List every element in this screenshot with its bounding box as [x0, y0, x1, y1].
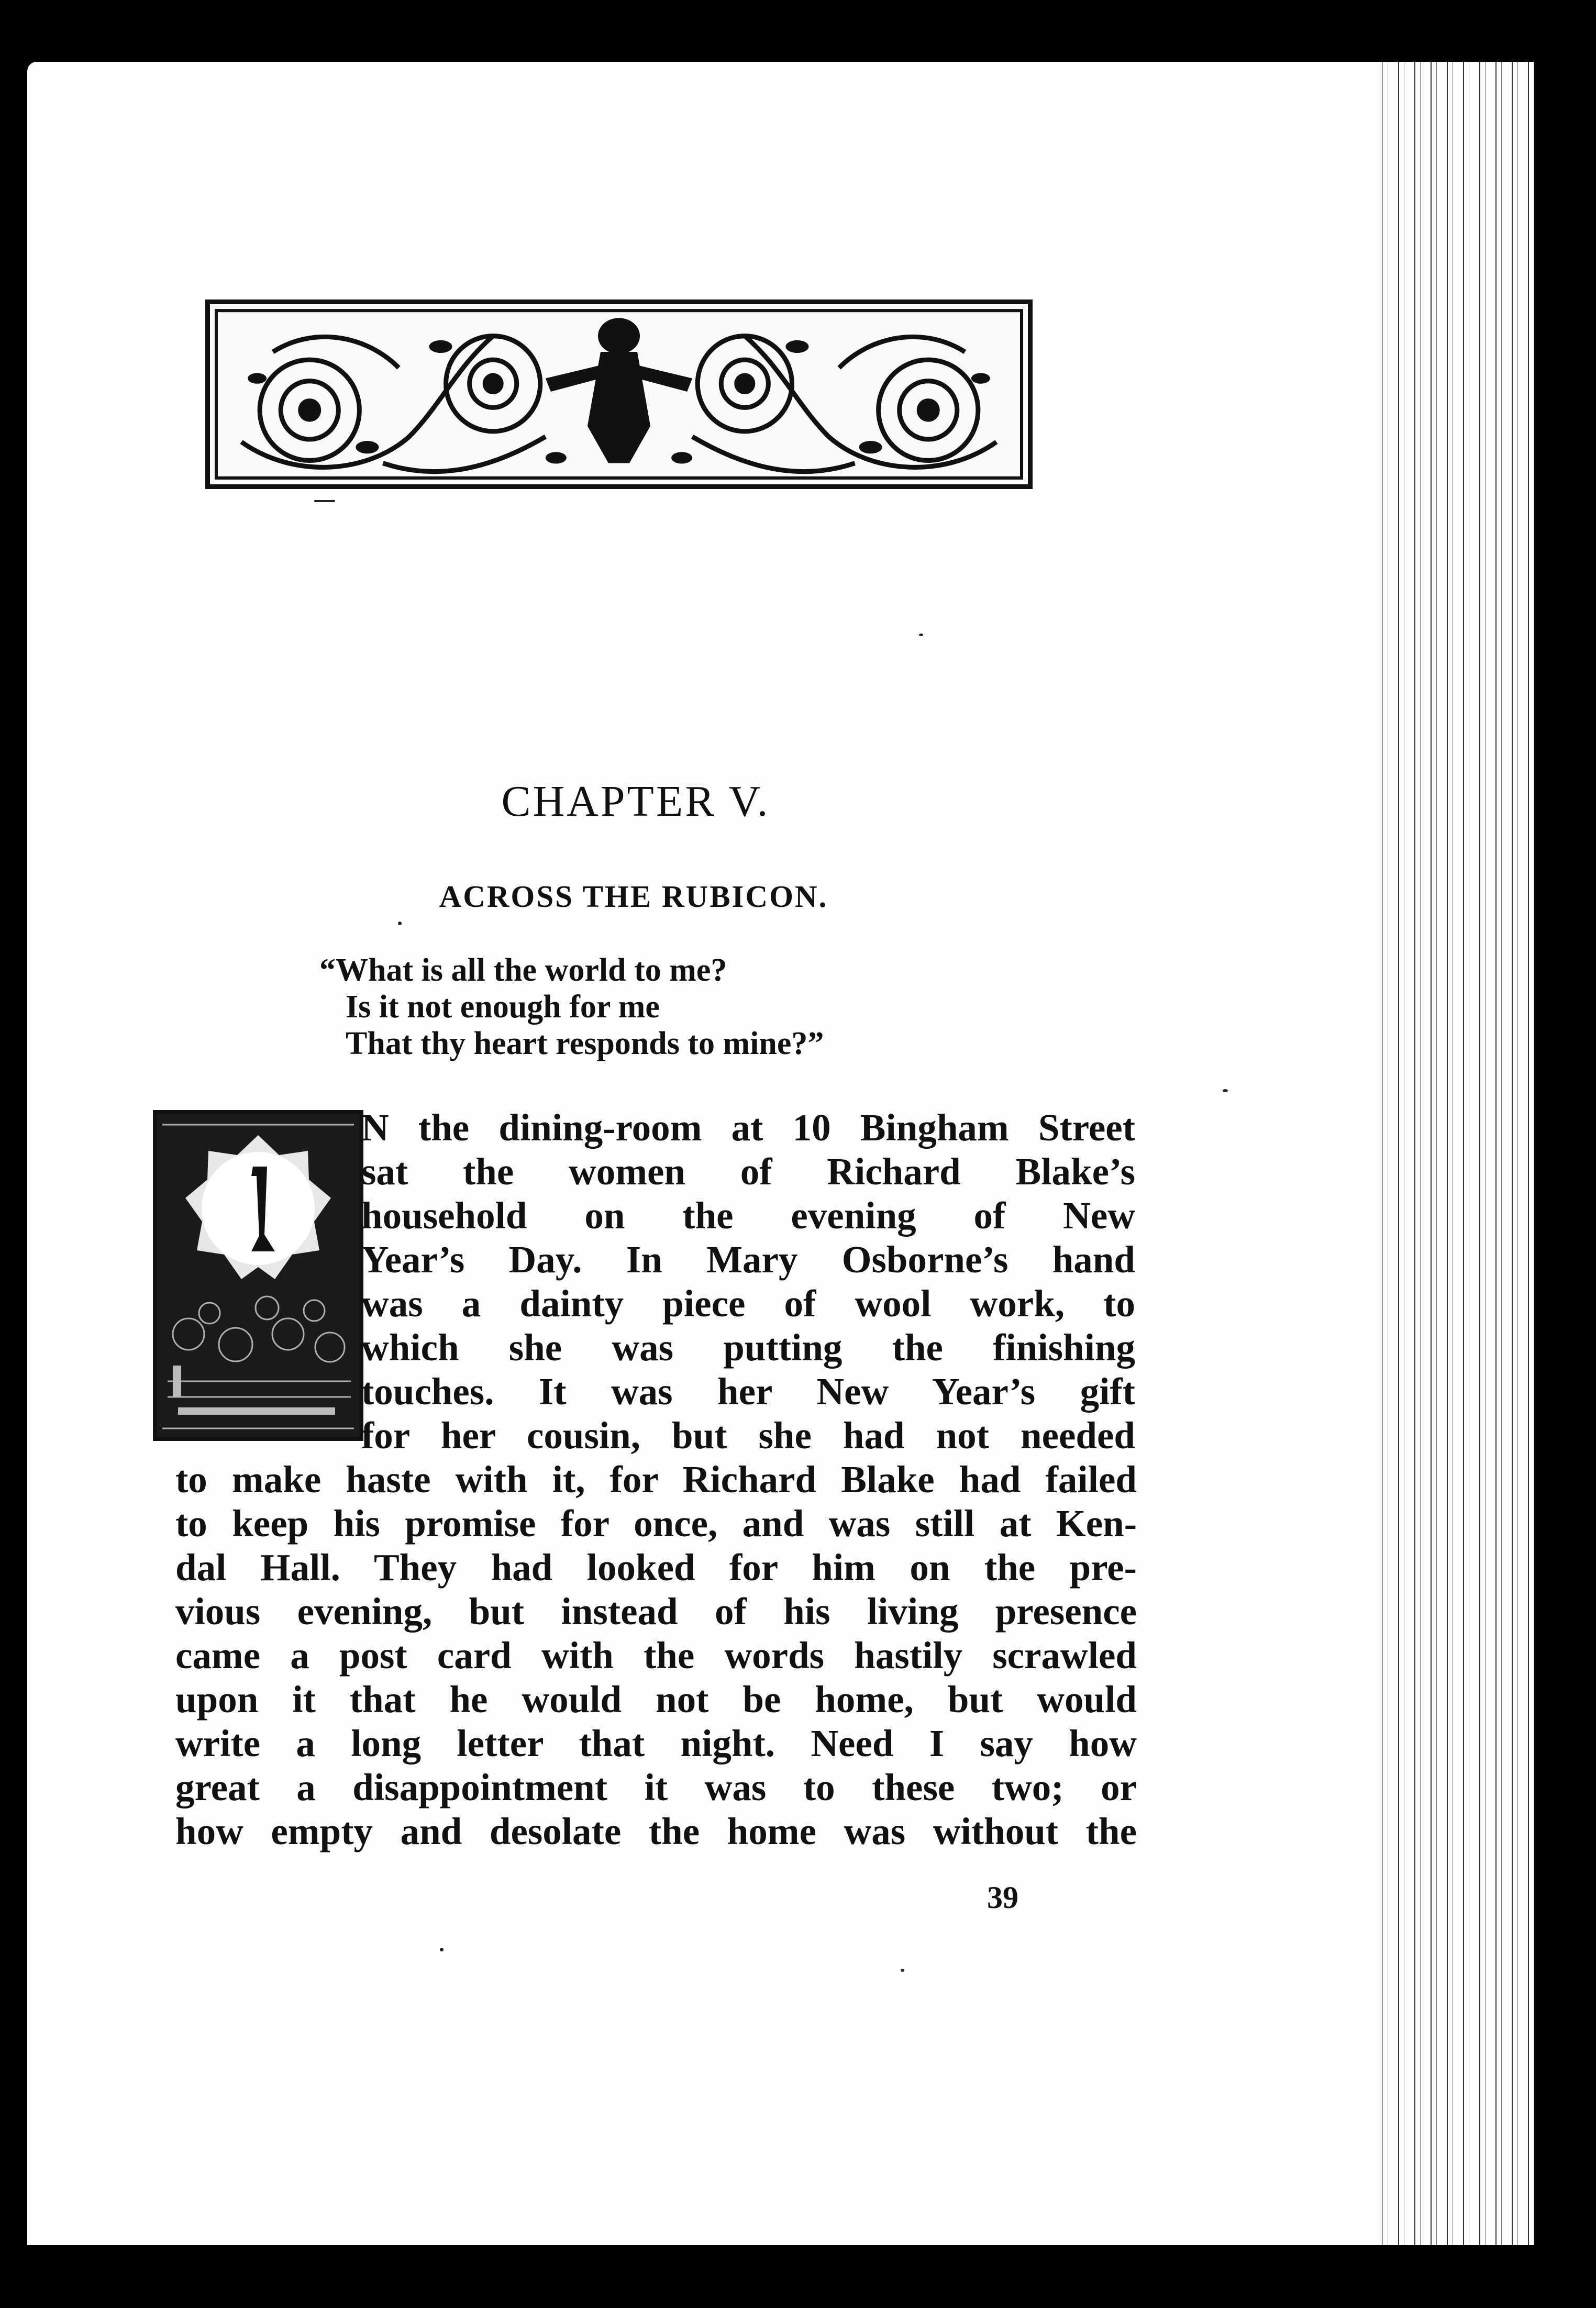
- epigraph: [319, 952, 1157, 1062]
- page-edge-shadow: [1367, 62, 1398, 2245]
- body-line: for her cousin, but she had not needed: [361, 1414, 1135, 1457]
- body-line: sat the women of Richard Blake’s: [361, 1150, 1135, 1193]
- body-line: was a dainty piece of wool work, to: [361, 1282, 1135, 1325]
- chapter-title: CHAPTER V.: [501, 777, 770, 826]
- page-fore-edge: [1377, 62, 1534, 2245]
- page-number: 39: [987, 1880, 1018, 1915]
- body-line: dal Hall. They had looked for him on the pre-: [175, 1546, 1137, 1589]
- ink-speck: [398, 922, 402, 925]
- body-line: to make haste with it, for Richard Blake had failed: [175, 1458, 1137, 1501]
- body-line: household on the evening of New: [361, 1194, 1135, 1237]
- ink-speck: [314, 500, 335, 502]
- body-line: write a long letter that night. Need I say how: [175, 1722, 1137, 1765]
- epigraph-line: That thy heart responds to mine?”: [346, 1026, 824, 1061]
- ink-speck: [901, 1969, 904, 1972]
- epigraph-line: Is it not enough for me: [346, 989, 660, 1025]
- body-line: which she was putting the finishing: [361, 1326, 1135, 1369]
- body-line: N the dining-room at 10 Bingham Street: [361, 1106, 1135, 1149]
- body-line: how empty and desolate the home was without the: [175, 1810, 1137, 1852]
- ink-speck: [440, 1948, 444, 1951]
- body-line: vious evening, but instead of his living presence: [175, 1590, 1137, 1633]
- body-line: to keep his promise for once, and was still at Ken-: [175, 1502, 1137, 1545]
- body-line: touches. It was her New Year’s gift: [361, 1370, 1135, 1413]
- body-text: [175, 1106, 1137, 1854]
- foliate-scroll-headpiece-icon: [205, 299, 1033, 489]
- epigraph-line: “What is all the world to me?: [319, 952, 727, 988]
- decorated-initial-I-icon: [153, 1110, 363, 1441]
- body-line: Year’s Day. In Mary Osborne’s hand: [361, 1238, 1135, 1281]
- body-line: great a disappointment it was to these two; or: [175, 1766, 1137, 1808]
- body-line: upon it that he would not be home, but would: [175, 1678, 1137, 1721]
- chapter-subtitle: ACROSS THE RUBICON.: [439, 879, 828, 914]
- ink-speck: [1223, 1089, 1228, 1092]
- body-line: came a post card with the words hastily scrawled: [175, 1634, 1137, 1677]
- ink-speck: [919, 634, 923, 636]
